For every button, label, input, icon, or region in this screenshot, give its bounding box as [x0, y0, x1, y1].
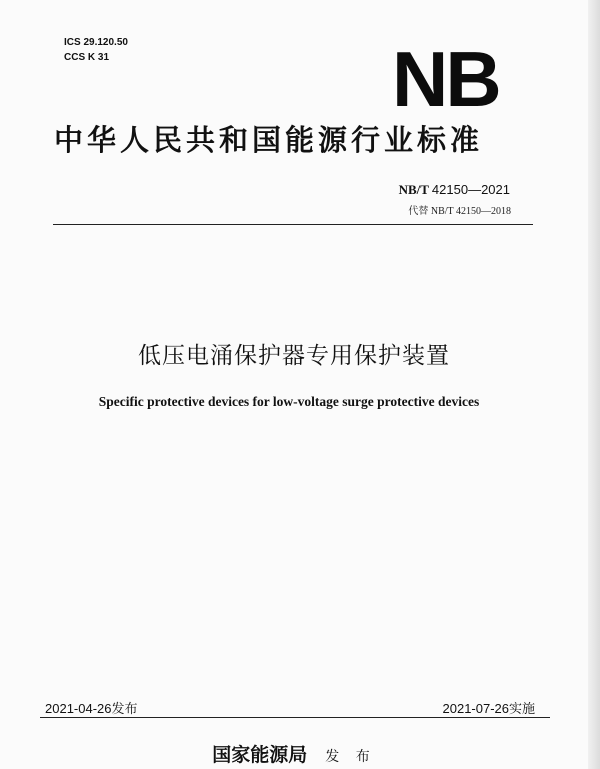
implementation-date: 2021-07-26实施 [442, 701, 535, 716]
standard-number [399, 182, 510, 198]
issuing-authority-heading: 中华人民共和国能源行业标准 [54, 123, 484, 157]
publisher-suffix: 发 布 [325, 749, 376, 765]
issue-date: 2021-04-26发布 [45, 701, 138, 716]
nb-logo: NB [392, 35, 499, 123]
publisher-name: 国家能源局 [212, 744, 308, 766]
document-title-chinese: 低压电涌保护器专用保护装置 [138, 343, 450, 369]
footer-divider [40, 717, 550, 718]
document-title-english: Specific protective devices for low-voltage surge protective devices [98, 394, 480, 409]
standard-number-value: 42150—2021 [431, 182, 510, 197]
publisher [0, 740, 588, 767]
replaces-standard: 代替 NB/T 42150—2018 [408, 206, 511, 217]
ics-code: ICS 29.120.50 [64, 37, 128, 48]
ccs-code: CCS K 31 [64, 52, 110, 63]
standard-code: NB/T [398, 182, 429, 197]
page-edge-shadow [588, 0, 600, 769]
header-divider [53, 224, 533, 225]
